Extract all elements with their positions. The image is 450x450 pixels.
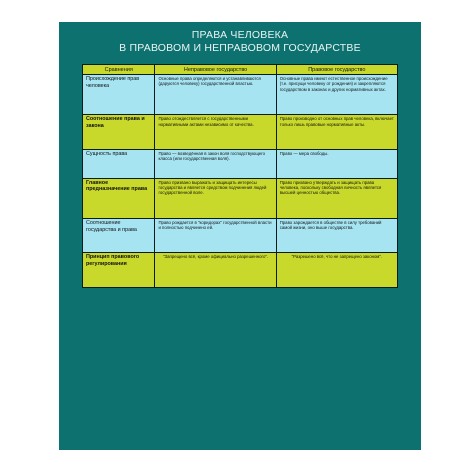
comparison-table-wrapper [82,64,398,288]
row-label: Главное предназначение права [83,178,155,218]
table-cell: Право — возведённая в закон воля господствующего класса (или государственная воля). [155,149,276,178]
comparison-table [82,64,398,288]
table-cell: Право производно от основных прав человека, включает только лишь правовые нормативные акты. [276,115,397,150]
table-cell: Право отождествляется с государственными нормативными актами независимо от качества. [155,115,276,150]
table-cell: Право призвано утверждать и защищать права человека, поскольку свободная личность является высшей ценностью общества. [276,178,397,218]
row-label: Соотношение права и закона [83,115,155,150]
table-row [83,75,398,115]
table-row [83,253,398,288]
page-title [59,29,421,55]
row-label: Принцип правового регулирования [83,253,155,288]
row-label: Происхождение прав человека [83,75,155,115]
row-label: Сущность права [83,149,155,178]
header-non-legal-state: Неправовое государство [155,65,276,75]
header-comparison: Сравнения [83,65,155,75]
table-row [83,178,398,218]
row-label: Соотношение государства и права [83,218,155,253]
table-cell: Право — мера свободы. [276,149,397,178]
notebook-cover [59,22,421,450]
table-row [83,218,398,253]
table-cell: Основные права определяются и устанавливаются (даруются человеку) государственной властью. [155,75,276,115]
table-cell: Право призвано выражать и защищать интересы государства и является средством подчинения людей государственной воле. [155,178,276,218]
table-cell: "Разрешено всё, что не запрещено законом". [276,253,397,288]
table-header-row [83,65,398,75]
table-cell: Основные права имеют естественное происхождение (т.е. присущи человеку от рождения) и закрепляются государством в законах и других нормативных актах. [276,75,397,115]
table-cell: Право зарождается в обществе в силу требований самой жизни, оно выше государства. [276,218,397,253]
table-row [83,149,398,178]
title-line-2: В ПРАВОВОМ И НЕПРАВОВОМ ГОСУДАРСТВЕ [119,42,361,54]
header-legal-state: Правовое государство [276,65,397,75]
table-cell: Право рождается в "коридорах" государственной власти и полностью подчинено ей. [155,218,276,253]
table-cell: "Запрещено всё, кроме официально разрешенного". [155,253,276,288]
title-line-1: ПРАВА ЧЕЛОВЕКА [191,29,289,41]
table-row [83,115,398,150]
